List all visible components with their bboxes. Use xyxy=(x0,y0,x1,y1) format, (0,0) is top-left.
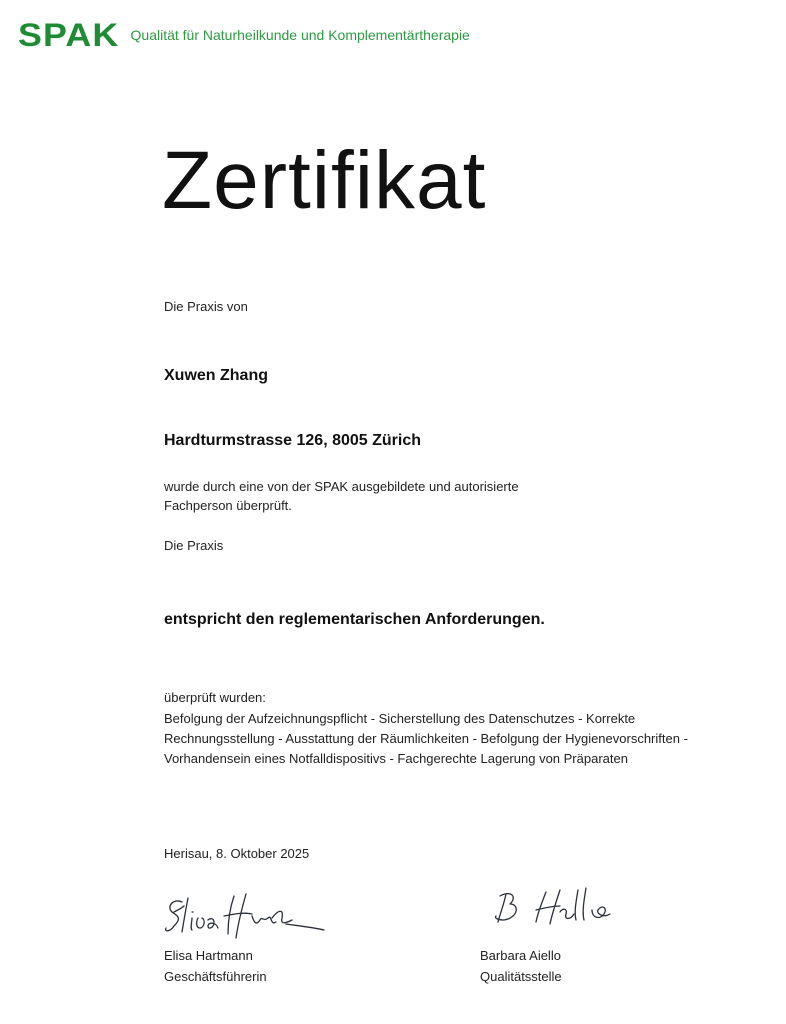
signature-elisa-hartmann xyxy=(160,888,330,948)
signatory-name: Elisa Hartmann xyxy=(164,948,253,963)
intro-text: Die Praxis von xyxy=(164,299,248,314)
tagline: Qualität für Naturheilkunde und Komplementärtherapie xyxy=(130,27,470,43)
signatory-right xyxy=(480,945,562,987)
review-line-1: wurde durch eine von der SPAK ausgebildete und autorisierte xyxy=(164,479,519,494)
checked-line-2: Rechnungsstellung - Ausstattung der Räumlichkeiten - Befolgung der Hygienevorschriften - xyxy=(164,731,688,746)
checked-line-1: Befolgung der Aufzeichnungspflicht - Sicherstellung des Datenschutzes - Korrekte xyxy=(164,711,636,726)
practice-label: Die Praxis xyxy=(164,538,224,553)
header xyxy=(18,18,470,52)
signatory-role: Qualitätsstelle xyxy=(480,969,562,984)
practitioner-name: Xuwen Zhang xyxy=(164,367,268,384)
signatory-role: Geschäftsführerin xyxy=(164,969,267,984)
checked-label: überprüft wurden: xyxy=(164,690,266,705)
spak-logo: SPAK xyxy=(18,17,120,53)
review-line-2: Fachperson überprüft. xyxy=(164,498,292,513)
checked-line-3: Vorhandensein eines Notfalldispositivs - Fachgerechte Lagerung von Präparaten xyxy=(164,751,628,766)
compliance-statement: entspricht den reglementarischen Anforderungen. xyxy=(164,611,545,628)
certificate-title: Zertifikat xyxy=(162,135,487,226)
signature-barbara-aiello xyxy=(486,884,636,934)
place-date: Herisau, 8. Oktober 2025 xyxy=(164,846,310,861)
practice-address: Hardturmstrasse 126, 8005 Zürich xyxy=(164,432,422,449)
signatory-name: Barbara Aiello xyxy=(480,948,561,963)
signatory-left xyxy=(164,945,267,987)
